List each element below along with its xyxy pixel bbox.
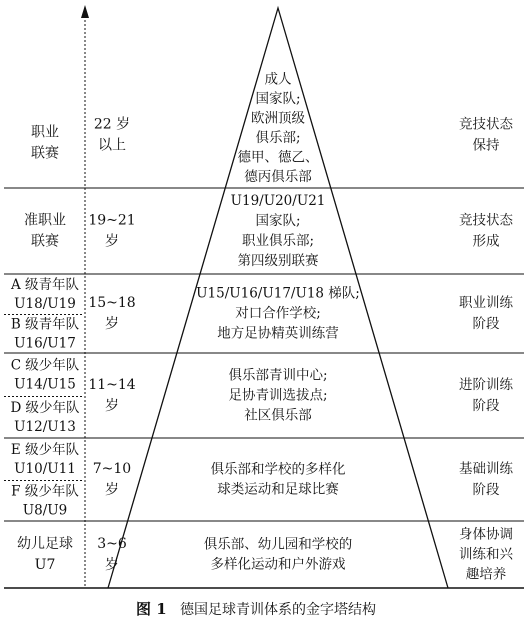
level-category-line: 职业 bbox=[31, 124, 59, 141]
level-goal bbox=[459, 526, 513, 583]
level-category-line: C 级少年队 bbox=[10, 357, 80, 374]
level-age bbox=[94, 116, 130, 154]
level-goal-line: 职业训练 bbox=[459, 295, 513, 311]
level-age-line: 岁 bbox=[105, 233, 119, 250]
level-category bbox=[11, 441, 80, 477]
level-category-line: E 级少年队 bbox=[10, 441, 80, 458]
level-category bbox=[10, 276, 80, 312]
arrow-up-icon bbox=[81, 5, 89, 18]
level-venue bbox=[196, 285, 360, 342]
level-venue-line: 足协青训选拔点; bbox=[228, 387, 328, 404]
level-category-line: 准职业 bbox=[24, 212, 66, 229]
level-goal-line: 阶段 bbox=[472, 398, 500, 414]
level-venue-line: U15/U16/U17/U18 梯队; bbox=[196, 285, 360, 302]
level-goal bbox=[459, 377, 513, 414]
level-age bbox=[88, 295, 135, 332]
level-category-line: 联赛 bbox=[31, 233, 59, 250]
level-venue-line: 国家队; bbox=[255, 90, 301, 107]
level-category bbox=[17, 536, 73, 573]
level-venue-line: U19/U20/U21 bbox=[230, 193, 326, 209]
level-venue-line: 俱乐部和学校的多样化 bbox=[210, 461, 346, 478]
caption-text: 德国足球青训体系的金字塔结构 bbox=[180, 602, 376, 618]
level-venue-line: 多样化运动和户外游戏 bbox=[210, 556, 346, 573]
level-goal-line: 阶段 bbox=[472, 482, 500, 498]
level-goal-line: 阶段 bbox=[472, 316, 500, 332]
level-age-line: 岁 bbox=[105, 482, 119, 498]
level-age-line: 22 岁 bbox=[93, 116, 131, 133]
level-age bbox=[88, 377, 135, 414]
level-category-line: U16/U17 bbox=[14, 335, 76, 352]
level-age-line: 19~21 bbox=[88, 212, 136, 229]
level-venue-line: 职业俱乐部; bbox=[241, 233, 315, 249]
level-venue bbox=[238, 70, 319, 185]
level-age-line: 岁 bbox=[105, 557, 119, 573]
level-venue-line: 第四级别联赛 bbox=[237, 253, 319, 269]
level-category-line: U8/U9 bbox=[22, 502, 68, 519]
level-category-line: D 级少年队 bbox=[10, 399, 80, 416]
level-venue bbox=[211, 461, 346, 498]
level-venue-line: 地方足协精英训练营 bbox=[217, 325, 339, 342]
level-age-line: 岁 bbox=[105, 398, 119, 414]
level-venue-line: 成人 bbox=[264, 71, 292, 88]
level-age-line: 以上 bbox=[98, 137, 126, 154]
level-age-line: 15~18 bbox=[88, 295, 136, 311]
level-venue-line: 社区俱乐部 bbox=[244, 407, 312, 424]
level-category bbox=[11, 482, 79, 518]
level-goal-line: 趣培养 bbox=[465, 566, 507, 583]
level-venue bbox=[228, 367, 327, 424]
level-goal bbox=[459, 295, 513, 332]
level-category bbox=[31, 125, 59, 162]
level-category-line: 联赛 bbox=[31, 145, 59, 162]
level-age-line: 11~14 bbox=[88, 377, 136, 393]
level-category-line: U7 bbox=[34, 557, 56, 573]
level-venue-line: 俱乐部青训中心; bbox=[228, 367, 328, 384]
level-goal-line: 形成 bbox=[472, 233, 500, 250]
level-goal-line: 保持 bbox=[472, 137, 500, 154]
level-age-line: 7~10 bbox=[92, 461, 132, 477]
level-goal-line: 基础训练 bbox=[459, 461, 513, 477]
level-goal-line: 竞技状态 bbox=[459, 116, 513, 133]
level-category-line: U14/U15 bbox=[14, 376, 76, 393]
level-category-line: U12/U13 bbox=[14, 418, 76, 435]
figure-caption bbox=[136, 600, 376, 618]
level-venue-line: 德丙俱乐部 bbox=[244, 168, 312, 185]
level-age-line: 岁 bbox=[105, 316, 119, 332]
level-goal-line: 进阶训练 bbox=[459, 377, 513, 393]
level-category-line: A 级青年队 bbox=[10, 276, 80, 293]
level-goal-line: 竞技状态 bbox=[459, 212, 513, 229]
level-category bbox=[11, 315, 80, 351]
level-venue-line: 德甲、德乙、 bbox=[237, 149, 319, 166]
level-goal-line: 训练和兴 bbox=[459, 546, 513, 563]
level-venue-line: 俱乐部、幼儿园和学校的 bbox=[203, 536, 353, 553]
level-category bbox=[10, 399, 80, 435]
caption-label: 图 1 bbox=[136, 600, 167, 618]
level-category-line: F 级少年队 bbox=[11, 483, 79, 500]
level-venue bbox=[204, 536, 353, 573]
level-goal bbox=[459, 460, 513, 498]
level-venue-line: 球类运动和足球比赛 bbox=[217, 481, 339, 498]
level-category-line: U10/U11 bbox=[14, 460, 76, 477]
level-venue-line: 俱乐部; bbox=[255, 129, 301, 146]
level-venue-line: 对口合作学校; bbox=[235, 305, 321, 322]
level-goal bbox=[459, 212, 513, 250]
level-venue-line: 国家队; bbox=[255, 213, 301, 229]
pyramid-labels bbox=[10, 70, 514, 582]
level-venue bbox=[231, 193, 326, 269]
level-goal bbox=[459, 116, 513, 154]
level-category-line: 幼儿足球 bbox=[17, 536, 73, 552]
level-age bbox=[97, 536, 127, 573]
level-age-line: 3~6 bbox=[97, 536, 127, 552]
level-category bbox=[24, 213, 66, 250]
level-goal-line: 身体协调 bbox=[459, 526, 513, 543]
level-category-line: B 级青年队 bbox=[10, 316, 80, 333]
level-age bbox=[93, 461, 131, 498]
level-age bbox=[88, 213, 135, 250]
level-category bbox=[11, 356, 80, 392]
level-venue-line: 欧洲顶级 bbox=[251, 110, 305, 127]
level-category-line: U18/U19 bbox=[14, 295, 76, 312]
